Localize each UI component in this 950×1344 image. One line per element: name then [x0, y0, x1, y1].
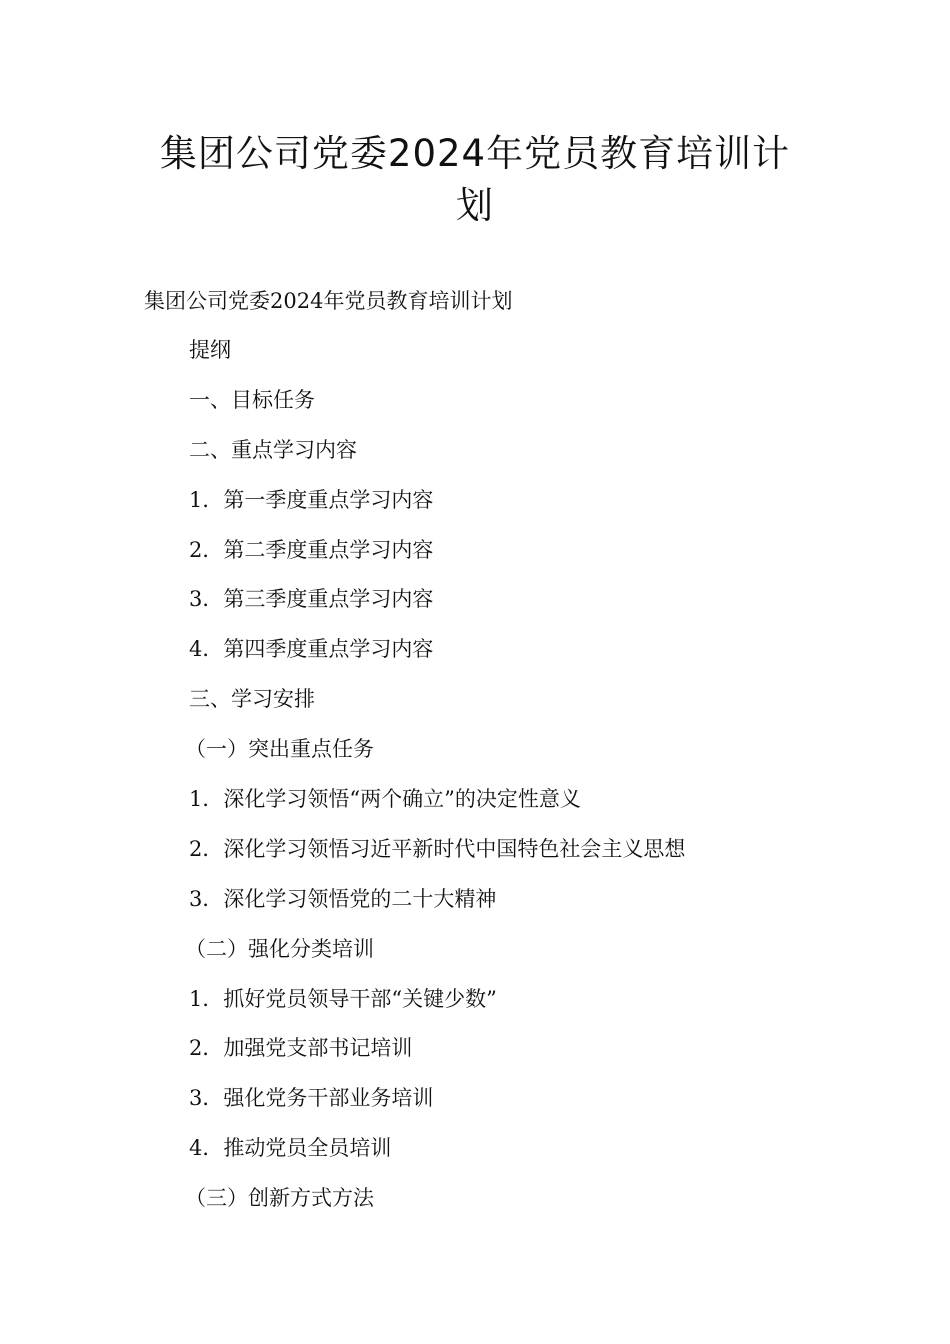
- document-title: 集团公司党委2024年党员教育培训计划: [159, 132, 791, 227]
- outline-section: 一、目标任务: [189, 387, 315, 412]
- outline-subsection: （一）突出重点任务: [185, 737, 374, 762]
- outline-subsection: （二）强化分类培训: [185, 936, 374, 961]
- outline-item: 1．深化学习领悟“两个确立”的决定性意义: [189, 787, 581, 812]
- outline-item: 4．推动党员全员培训: [189, 1136, 392, 1161]
- outline-section: 三、学习安排: [189, 687, 315, 712]
- outline-item: 3．强化党务干部业务培训: [189, 1086, 434, 1111]
- outline-item: 2．深化学习领悟习近平新时代中国特色社会主义思想: [189, 836, 686, 861]
- outline-item: 2．第二季度重点学习内容: [189, 537, 434, 562]
- outline-item: 1．抓好党员领导干部“关键少数”: [189, 986, 497, 1011]
- outline-item: 2．加强党支部书记培训: [189, 1036, 413, 1061]
- outline-heading: 提纲: [189, 338, 231, 362]
- outline-item: 3．第三季度重点学习内容: [189, 587, 434, 612]
- outline-item: 3．深化学习领悟党的二十大精神: [189, 886, 497, 911]
- outline-subsection: （三）创新方式方法: [185, 1186, 374, 1211]
- document-subtitle: 集团公司党委2024年党员教育培训计划: [144, 289, 513, 313]
- outline-section: 二、重点学习内容: [189, 437, 357, 462]
- outline-item: 1．第一季度重点学习内容: [189, 487, 434, 512]
- outline-list: [0, 334, 950, 1232]
- outline-item: 4．第四季度重点学习内容: [189, 637, 434, 662]
